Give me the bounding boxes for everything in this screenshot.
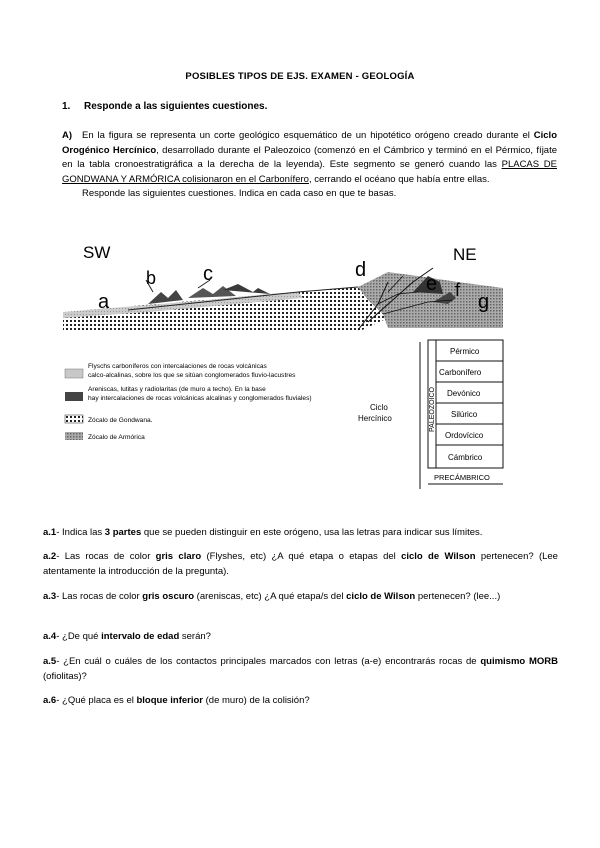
page-title: POSIBLES TIPOS DE EJS. EXAMEN - GEOLOGÍA [185,71,415,82]
legend-text-3: Areniscas, lutitas y radiolaritas (de muro a techo). En la base [88,386,266,393]
question-a1 [43,526,558,541]
section-heading [62,101,267,112]
q-bold: quimismo MORB [480,656,559,667]
era-label: PALEOZOICO [429,387,436,432]
q-text: - ¿De qué [56,631,102,642]
letter-e: e [426,273,438,295]
q-bold: bloque inferior [136,695,203,706]
q-text: (areniscas, etc) ¿A qué etapa/s del [194,591,347,602]
legend-swatch-flysch [65,369,83,378]
part-a-label: A) [62,130,73,141]
q-bold: intervalo de edad [101,631,180,642]
question-a4 [43,630,558,645]
period-cambrico: Cámbrico [448,453,483,462]
q-text: - ¿Qué placa es el [56,695,137,706]
legend-text-5: Zócalo de Gondwana. [88,417,153,424]
legend-swatch-armorica [65,432,83,440]
legend-swatch-gondwana [65,415,83,423]
section-text: Responde a las siguientes cuestiones. [84,101,268,112]
question-a6 [43,694,558,709]
q-bold: gris oscuro [142,591,195,602]
q-text: - Indica las [56,527,105,538]
q-bold: 3 partes [104,527,142,538]
letter-b: b [146,268,157,288]
part-a-text-3: , cerrando el océano que había entre ellas. [308,173,490,185]
question-a5 [43,655,558,684]
part-a-intro [62,129,557,202]
q-number: a.5 [43,656,57,667]
q-text: (Flyshes, etc) ¿A qué etapa o etapas del [201,551,402,562]
q-number: a.3 [43,591,57,602]
legend-text-2: calco-alcalinas, sobre los que se sitúan conglomerados fluvio-lacustres [88,372,296,379]
geologic-figure [58,232,518,494]
part-a-underlined: PLACAS DE GONDWANA Y ARMÓRICA colisionaron en el Carbonífero [62,159,557,185]
section-number: 1. [62,101,71,112]
cycle-label-2: Hercínico [358,414,392,423]
letter-f: f [455,280,461,300]
label-ne: NE [453,245,477,264]
q-text: (de muro) de la colisión? [202,695,310,706]
legend [65,363,392,441]
letter-a: a [98,291,110,313]
legend-text-6: Zócalo de Armórica [88,434,145,441]
legend-swatch-areniscas [65,392,83,401]
legend-text-1: Flyschs carboníferos con intercalaciones de rocas volcánicas [88,363,267,370]
q-text: pertenecen? (lee...) [415,591,501,602]
q-text: serán? [179,631,211,642]
q-bold: ciclo de Wilson [346,591,416,602]
geologic-section-svg [58,232,518,494]
part-a-text-1: En la figura se representa un corte geológico esquemático de un hipotético orógeno creado durante el [82,130,534,141]
q-bold: gris claro [155,551,202,562]
period-carbonifero: Carbonífero [439,368,482,377]
q-number: a.6 [43,695,57,706]
question-a2 [43,550,558,579]
thrust-slice-b [148,290,183,304]
q-number: a.4 [43,631,57,642]
period-silurico: Silúrico [451,410,478,419]
period-permico: Pérmico [450,347,480,356]
cross-section [63,243,503,332]
q-text: (ofiolitas)? [43,670,87,682]
part-a-paragraph [62,129,557,187]
letter-g: g [478,291,490,313]
q-text: - Las rocas de color [56,591,143,602]
chrono-table [420,340,503,489]
period-ordovicico: Ordovícico [445,431,484,440]
q-bold: ciclo de Wilson [401,551,476,562]
part-a-instruction: Responde las siguientes cuestiones. Indica en cada caso en que te basas. [82,188,397,200]
letter-d: d [355,259,367,281]
cycle-label-1: Ciclo [370,403,388,412]
legend-text-4: hay intercalaciones de rocas volcánicas alcalinas y conglomerados fluviales) [88,395,312,402]
part-a-bold: Ciclo Orogénico Hercínico [62,130,557,156]
letter-c: c [203,263,213,285]
precambrico-label: PRECÁMBRICO [434,473,490,482]
q-text: pertenecen? (Lee atentamente la introducción de la pregunta). [43,551,558,577]
part-a-text-2: , desarrollado durante el Paleozoico (comenzó en el Cámbrico y terminó en el Pérmico, fíjate en la tabla cronoestratigráfica a la derecha de la leyenda). Este segmento se generó cuando las [62,144,558,171]
q-text: que se pueden distinguir en este orógeno, usa las letras para indicar sus límites. [141,527,483,538]
period-devonico: Devónico [447,389,481,398]
label-sw: SW [83,243,111,262]
q-text: - ¿En cuál o cuáles de los contactos principales marcados con letras (a-e) encontrarás rocas de [56,656,481,667]
q-text: - Las rocas de color [56,551,156,562]
question-a3 [43,590,558,605]
q-number: a.2 [43,551,57,562]
q-number: a.1 [43,527,57,538]
